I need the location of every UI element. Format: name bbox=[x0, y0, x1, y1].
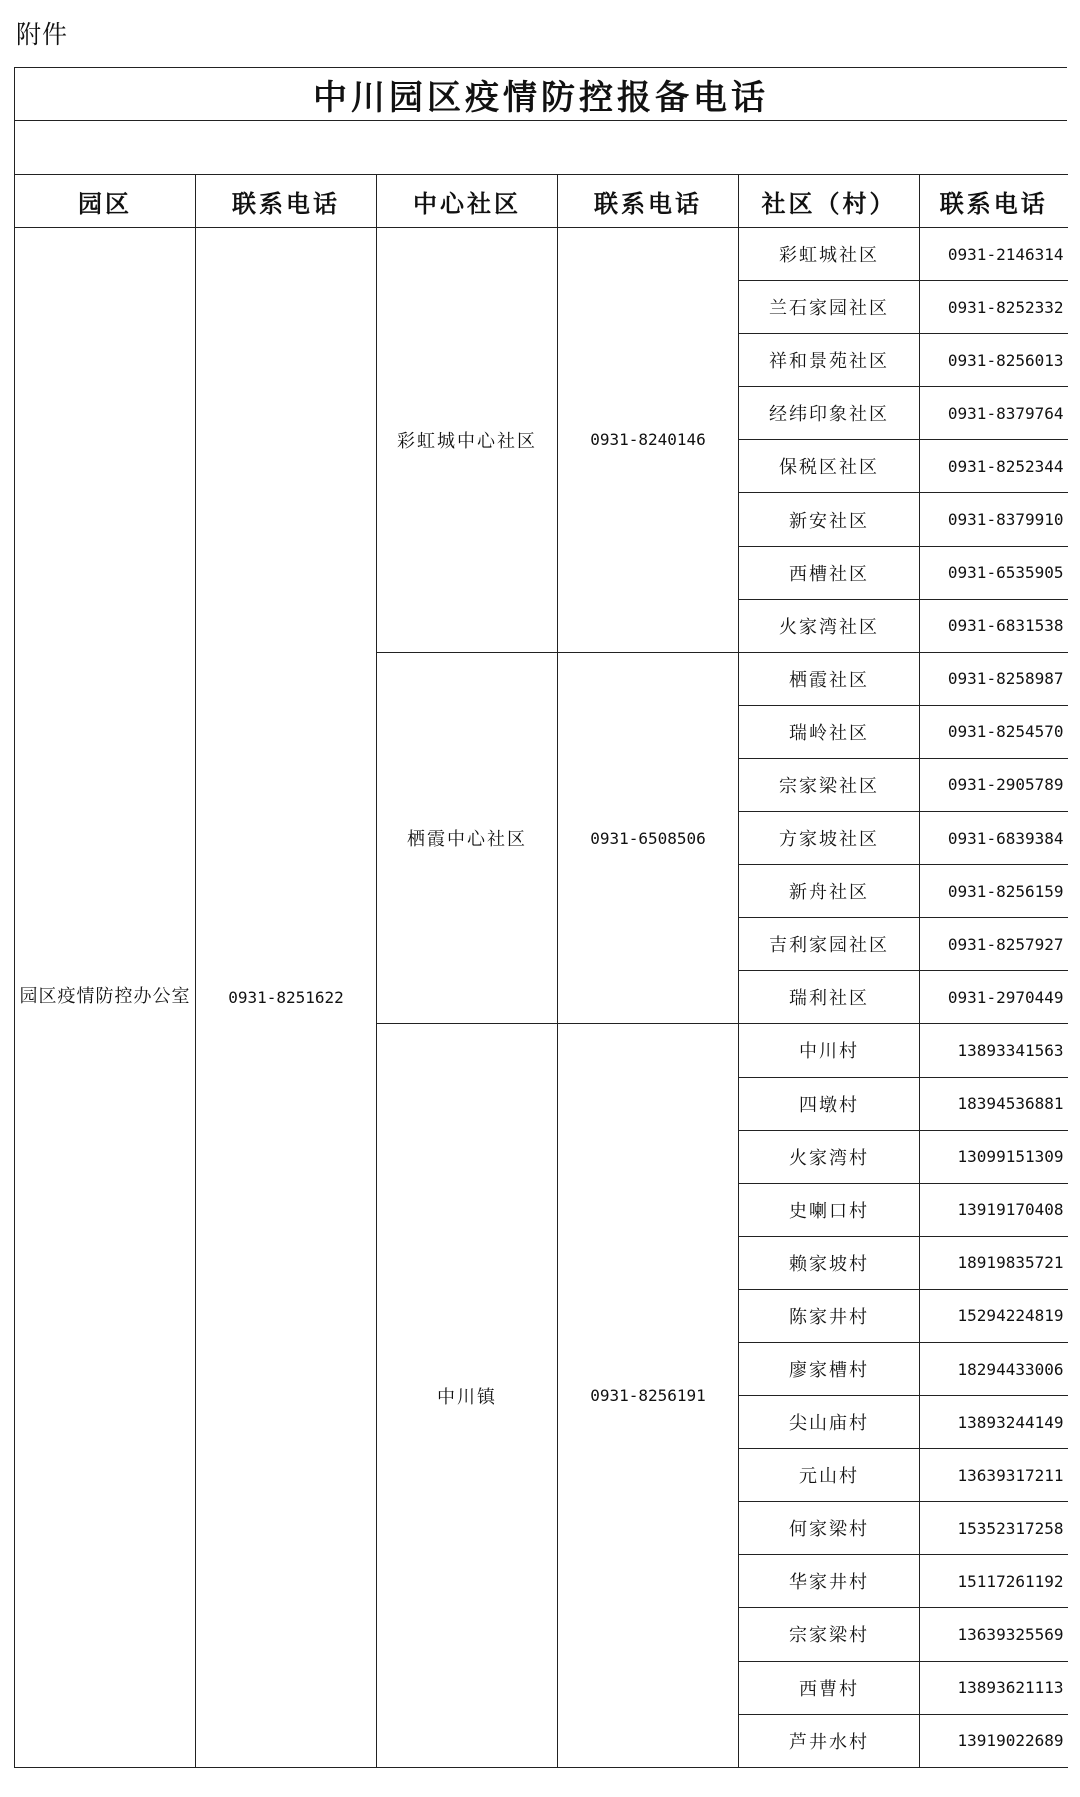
community-phone-cell: 18919835721 bbox=[920, 1236, 1068, 1289]
community-phone-cell: 0931-8252332 bbox=[920, 281, 1068, 334]
community-phone-cell: 0931-8258987 bbox=[920, 652, 1068, 705]
center-community-phone-cell: 0931-8256191 bbox=[558, 1024, 739, 1767]
community-name-cell: 瑞利社区 bbox=[739, 971, 920, 1024]
community-phone-cell: 0931-8257927 bbox=[920, 918, 1068, 971]
center-community-phone-cell: 0931-6508506 bbox=[558, 652, 739, 1024]
community-name-cell: 栖霞社区 bbox=[739, 652, 920, 705]
community-name-cell: 经纬印象社区 bbox=[739, 387, 920, 440]
community-phone-cell: 13893341563 bbox=[920, 1024, 1068, 1077]
header-park: 园区 bbox=[15, 175, 196, 228]
community-name-cell: 宗家梁村 bbox=[739, 1608, 920, 1661]
community-phone-cell: 0931-2970449 bbox=[920, 971, 1068, 1024]
community-name-cell: 瑞岭社区 bbox=[739, 705, 920, 758]
phone-table-sheet bbox=[14, 67, 1067, 1768]
center-community-phone-cell: 0931-8240146 bbox=[558, 228, 739, 653]
community-phone-cell: 0931-6839384 bbox=[920, 812, 1068, 865]
community-name-cell: 新安社区 bbox=[739, 493, 920, 546]
community-phone-cell: 15294224819 bbox=[920, 1289, 1068, 1342]
header-center-community: 中心社区 bbox=[377, 175, 558, 228]
community-phone-cell: 0931-8379764 bbox=[920, 387, 1068, 440]
center-community-name-cell: 彩虹城中心社区 bbox=[377, 228, 558, 653]
community-name-cell: 吉利家园社区 bbox=[739, 918, 920, 971]
community-name-cell: 元山村 bbox=[739, 1449, 920, 1502]
park-phone-cell: 0931-8251622 bbox=[196, 228, 377, 1768]
community-name-cell: 西槽社区 bbox=[739, 546, 920, 599]
community-phone-cell: 15117261192 bbox=[920, 1555, 1068, 1608]
attachment-label: 附件 bbox=[16, 20, 69, 49]
community-name-cell: 宗家梁社区 bbox=[739, 758, 920, 811]
center-community-name-cell: 栖霞中心社区 bbox=[377, 652, 558, 1024]
community-phone-cell: 0931-6831538 bbox=[920, 599, 1068, 652]
community-phone-cell: 13639325569 bbox=[920, 1608, 1068, 1661]
community-name-cell: 彩虹城社区 bbox=[739, 228, 920, 281]
community-name-cell: 何家梁村 bbox=[739, 1502, 920, 1555]
document-title: 中川园区疫情防控报备电话 bbox=[14, 67, 1067, 120]
header-community-phone: 联系电话 bbox=[920, 175, 1068, 228]
community-phone-cell: 0931-2905789 bbox=[920, 758, 1068, 811]
community-name-cell: 芦井水村 bbox=[739, 1714, 920, 1767]
community-phone-cell: 18294433006 bbox=[920, 1342, 1068, 1395]
park-name-cell: 园区疫情防控办公室 bbox=[15, 228, 196, 1768]
header-row bbox=[15, 175, 1068, 228]
community-name-cell: 祥和景苑社区 bbox=[739, 334, 920, 387]
community-name-cell: 新舟社区 bbox=[739, 865, 920, 918]
community-phone-cell: 15352317258 bbox=[920, 1502, 1068, 1555]
blank-row bbox=[14, 120, 1067, 174]
community-phone-cell: 0931-2146314 bbox=[920, 228, 1068, 281]
community-name-cell: 火家湾村 bbox=[739, 1130, 920, 1183]
community-phone-cell: 13639317211 bbox=[920, 1449, 1068, 1502]
community-phone-cell: 0931-8254570 bbox=[920, 705, 1068, 758]
community-name-cell: 廖家槽村 bbox=[739, 1342, 920, 1395]
community-name-cell: 西曹村 bbox=[739, 1661, 920, 1714]
phone-table bbox=[14, 174, 1068, 1768]
community-name-cell: 四墩村 bbox=[739, 1077, 920, 1130]
table-row bbox=[15, 228, 1068, 281]
community-name-cell: 保税区社区 bbox=[739, 440, 920, 493]
community-phone-cell: 13099151309 bbox=[920, 1130, 1068, 1183]
community-name-cell: 史喇口村 bbox=[739, 1183, 920, 1236]
community-phone-cell: 13919170408 bbox=[920, 1183, 1068, 1236]
center-community-name-cell: 中川镇 bbox=[377, 1024, 558, 1767]
community-name-cell: 方家坡社区 bbox=[739, 812, 920, 865]
community-phone-cell: 13893621113 bbox=[920, 1661, 1068, 1714]
community-phone-cell: 0931-6535905 bbox=[920, 546, 1068, 599]
community-phone-cell: 13919022689 bbox=[920, 1714, 1068, 1767]
community-name-cell: 火家湾社区 bbox=[739, 599, 920, 652]
header-center-phone: 联系电话 bbox=[558, 175, 739, 228]
community-name-cell: 兰石家园社区 bbox=[739, 281, 920, 334]
community-phone-cell: 0931-8379910 bbox=[920, 493, 1068, 546]
community-phone-cell: 0931-8256159 bbox=[920, 865, 1068, 918]
community-phone-cell: 13893244149 bbox=[920, 1396, 1068, 1449]
community-name-cell: 陈家井村 bbox=[739, 1289, 920, 1342]
community-name-cell: 华家井村 bbox=[739, 1555, 920, 1608]
header-park-phone: 联系电话 bbox=[196, 175, 377, 228]
community-name-cell: 中川村 bbox=[739, 1024, 920, 1077]
community-phone-cell: 18394536881 bbox=[920, 1077, 1068, 1130]
community-name-cell: 尖山庙村 bbox=[739, 1396, 920, 1449]
header-community: 社区（村） bbox=[739, 175, 920, 228]
community-phone-cell: 0931-8256013 bbox=[920, 334, 1068, 387]
community-phone-cell: 0931-8252344 bbox=[920, 440, 1068, 493]
community-name-cell: 赖家坡村 bbox=[739, 1236, 920, 1289]
